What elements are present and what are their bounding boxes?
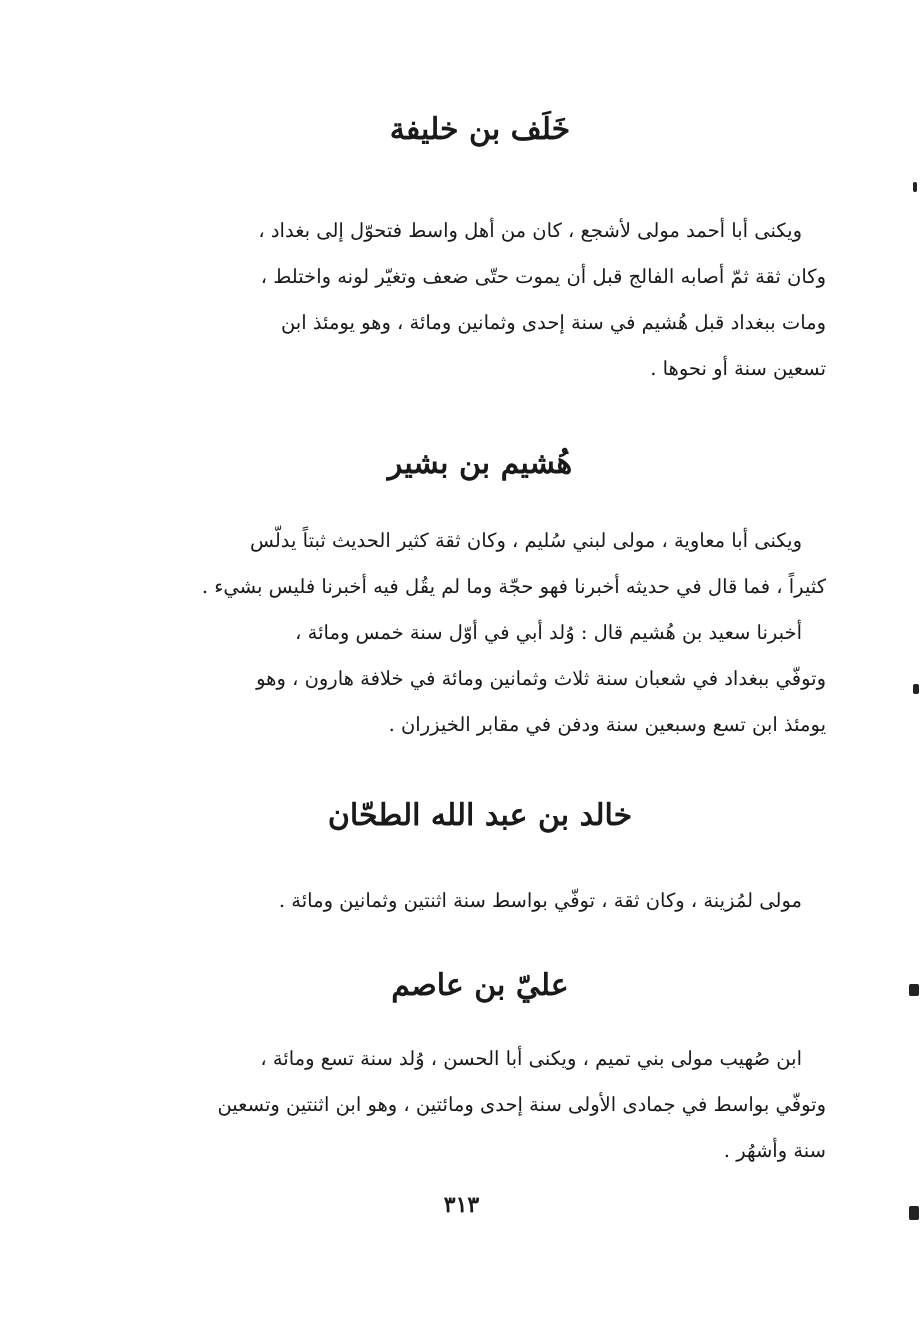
entry-title-khalid: خالد بن عبد الله الطحّان: [327, 798, 633, 833]
text-line: سنة وأشهُر .: [723, 1139, 826, 1162]
scan-edge-mark: [913, 684, 919, 694]
text-line: ابن صُهيب مولى بني تميم ، ويكنى أبا الحسن ، وُلد سنة تسع ومائة ،: [260, 1047, 802, 1070]
text-line: ومات ببغداد قبل هُشيم في سنة إحدى وثمانين ومائة ، وهو يومئذ ابن: [280, 311, 826, 334]
entry-body-khalaf: [126, 208, 826, 392]
text-line: كثيراً ، فما قال في حديثه أخبرنا فهو حجّة وما لم يقُل فيه أخبرنا فليس بشيء .: [201, 575, 826, 598]
entry-title-hushaym: هُشيم بن بشير: [387, 446, 573, 481]
text-line: ويكنى أبا معاوية ، مولى لبني سُليم ، وكان ثقة كثير الحديث ثبتاً يدلّس: [249, 529, 802, 552]
scan-edge-mark: [913, 182, 917, 192]
entry-body-hushaym: [126, 518, 826, 748]
text-line: وتوفّي بواسط في جمادى الأولى سنة إحدى ومائتين ، وهو ابن اثنتين وتسعين: [217, 1093, 826, 1116]
text-line: وتوفّي ببغداد في شعبان سنة ثلاث وثمانين ومائة في خلافة هارون ، وهو: [256, 667, 826, 690]
entry-title-khalaf: خَلَف بن خليفة: [389, 112, 571, 147]
entry-body-ali: [126, 1036, 826, 1174]
page-number: ٣١٣: [443, 1192, 480, 1218]
text-line: وكان ثقة ثمّ أصابه الفالج قبل أن يموت حتّى ضعف وتغيّر لونه واختلط ،: [260, 265, 826, 288]
text-line: ويكنى أبا أحمد مولى لأشجع ، كان من أهل واسط فتحوّل إلى بغداد ،: [258, 219, 802, 242]
scan-edge-mark: [909, 984, 919, 996]
text-line: مولى لمُزينة ، وكان ثقة ، توفّي بواسط سنة اثنتين وثمانين ومائة .: [278, 889, 802, 912]
text-line: يومئذ ابن تسع وسبعين سنة ودفن في مقابر الخيزران .: [388, 713, 826, 736]
text-line: أخبرنا سعيد بن هُشيم قال : وُلد أبي في أوّل سنة خمس ومائة ،: [295, 621, 802, 644]
entry-body-khalid: [126, 878, 826, 924]
text-line: تسعين سنة أو نحوها .: [650, 357, 826, 380]
entry-title-ali: عليّ بن عاصم: [391, 968, 569, 1003]
scan-edge-mark: [909, 1206, 919, 1220]
